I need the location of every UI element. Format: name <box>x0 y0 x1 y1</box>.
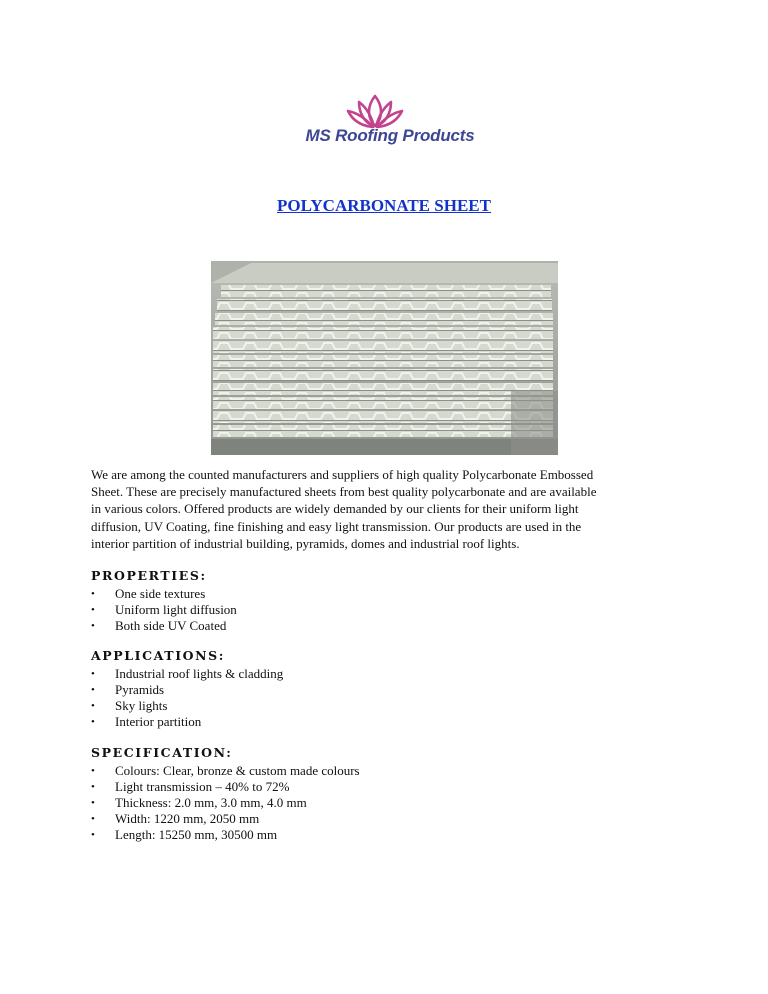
properties-heading: PROPERTIES: <box>91 568 207 583</box>
list-item <box>91 779 691 795</box>
page-title: POLYCARBONATE SHEET <box>277 196 491 215</box>
list-item <box>91 763 691 779</box>
list-item-text: Width: 1220 mm, 2050 mm <box>115 811 260 826</box>
list-item-text: Colours: Clear, bronze & custom made colours <box>115 763 360 778</box>
list-item <box>91 586 691 602</box>
list-item-text: Sky lights <box>115 698 168 713</box>
bullet-icon: • <box>91 668 95 680</box>
list-item-text: Thickness: 2.0 mm, 3.0 mm, 4.0 mm <box>115 795 307 810</box>
list-item <box>91 618 691 634</box>
list-item-text: Both side UV Coated <box>115 618 227 633</box>
bullet-icon: • <box>91 781 95 793</box>
applications-heading: APPLICATIONS: <box>91 648 226 663</box>
company-logo <box>290 92 490 154</box>
intro-paragraph <box>91 466 691 552</box>
list-item-text: One side textures <box>115 586 206 601</box>
list-item-text: Uniform light diffusion <box>115 602 237 617</box>
lotus-icon <box>345 92 405 130</box>
list-item-text: Light transmission – 40% to 72% <box>115 779 290 794</box>
intro-line: Sheet. These are precisely manufactured sheets from best quality polycarbonate and are available <box>91 484 597 500</box>
bullet-icon: • <box>91 588 95 600</box>
bullet-icon: • <box>91 813 95 825</box>
list-item <box>91 698 691 714</box>
bullet-icon: • <box>91 700 95 712</box>
bullet-icon: • <box>91 620 95 632</box>
list-item <box>91 666 691 682</box>
intro-line: We are among the counted manufacturers and suppliers of high quality Polycarbonate Embossed <box>91 467 594 482</box>
bullet-icon: • <box>91 829 95 841</box>
list-item-text: Pyramids <box>115 682 165 697</box>
applications-section <box>91 648 691 730</box>
list-item-text: Interior partition <box>115 714 202 729</box>
polycarbonate-sheets-photo <box>211 261 558 455</box>
list-item <box>91 795 691 811</box>
specification-section <box>91 745 691 843</box>
list-item <box>91 714 691 730</box>
properties-list <box>91 586 691 634</box>
intro-line: interior partition of industrial building, pyramids, domes and industrial roof lights. <box>91 535 520 551</box>
intro-line: diffusion, UV Coating, fine finishing and easy light transmission. Our products are used in the <box>91 518 582 534</box>
list-item <box>91 602 691 618</box>
specification-heading: SPECIFICATION: <box>91 745 233 760</box>
applications-list <box>91 666 691 730</box>
bullet-icon: • <box>91 604 95 616</box>
list-item-text: Length: 15250 mm, 30500 mm <box>115 827 278 842</box>
list-item <box>91 682 691 698</box>
list-item <box>91 827 691 843</box>
bullet-icon: • <box>91 765 95 777</box>
intro-line: in various colors. Offered products are widely demanded by our clients for their uniform light <box>91 501 579 517</box>
bullet-icon: • <box>91 797 95 809</box>
specification-list <box>91 763 691 843</box>
list-item-text: Industrial roof lights & cladding <box>115 666 284 681</box>
properties-section <box>91 568 691 634</box>
list-item <box>91 811 691 827</box>
bullet-icon: • <box>91 684 95 696</box>
logo-text: MS Roofing Products <box>305 126 475 145</box>
bullet-icon: • <box>91 716 95 728</box>
